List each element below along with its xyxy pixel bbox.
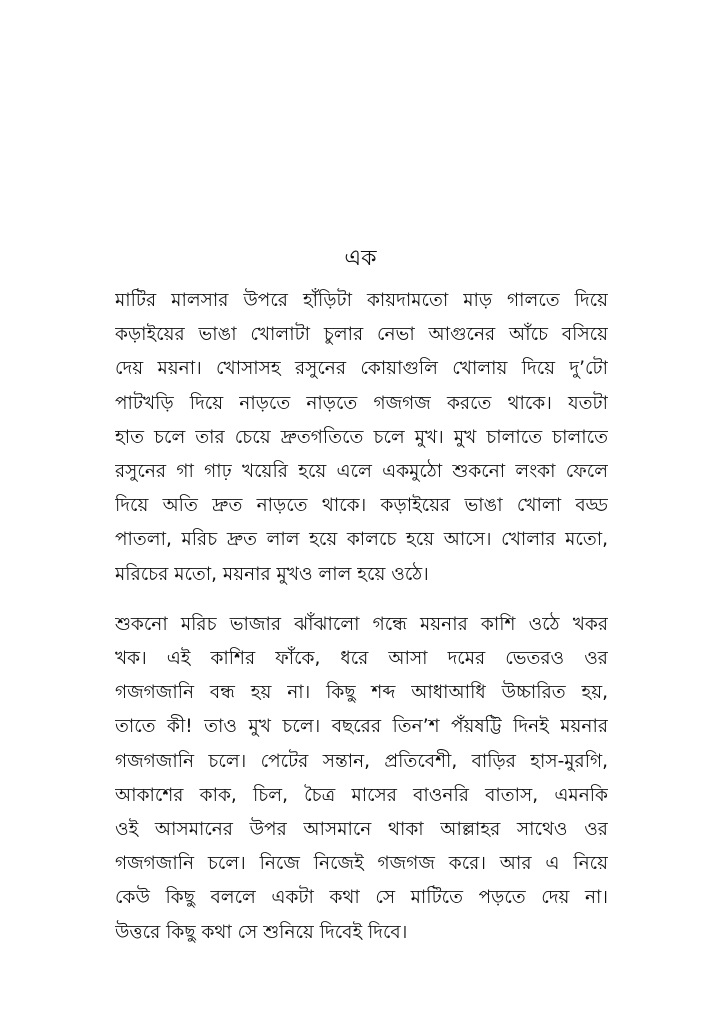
text-line: পাটখড়ি দিয়ে নাড়তে নাড়তে গজগজ করতে থাকে। যতটা — [115, 392, 608, 414]
text-line: উত্তরে কিছু কথা সে শুনিয়ে দিবেই দিবে। — [115, 921, 408, 943]
paragraph-1 — [115, 284, 608, 592]
text-line: রসুনের গা গাঢ় খয়েরি হয়ে এলে একমুঠো শুকনো লংকা ফেলে — [115, 461, 608, 483]
text-line: গজগজানি চলে। নিজে নিজেই গজগজ করে। আর এ নিয়ে — [115, 853, 608, 875]
text-line: হাত চলে তার চেয়ে দ্রুতগতিতে চলে মুখ। মুখ চালাতে চালাতে — [115, 426, 608, 448]
paragraph-2 — [115, 608, 608, 950]
chapter-title: এক — [344, 246, 377, 271]
text-line: কড়াইয়ের ভাঙা খোলাটা চুলার নেভা আগুনের আঁচে বসিয়ে — [115, 324, 608, 346]
text-line: তাতে কী! তাও মুখ চলে। বছরের তিন’শ পঁয়ষট্টি দিনই ময়নার — [115, 716, 608, 738]
paragraph-gap — [115, 592, 608, 608]
text-line: পাতলা, মরিচ দ্রুত লাল হয়ে কালচে হয়ে আসে। খোলার মতো, — [115, 529, 608, 551]
text-line: মাটির মালসার উপরে হাঁড়িটা কায়দামতো মাড় গালতে দিয়ে — [115, 290, 608, 311]
text-line: শুকনো মরিচ ভাজার ঝাঁঝালো গন্ধে ময়নার কাশি ওঠে খকর — [115, 613, 608, 635]
text-line: দিয়ে অতি দ্রুত নাড়তে থাকে। কড়াইয়ের ভাঙা খোলা বড্ড — [115, 495, 608, 517]
text-line: আকাশের কাক, চিল, চৈত্র মাসের বাওনরি বাতাস, এমনকি — [115, 784, 608, 806]
body-text — [115, 284, 608, 950]
text-line: গজগজানি চলে। পেটের সন্তান, প্রতিবেশী, বাড়ির হাস-মুরগি, — [115, 750, 608, 772]
text-line: দেয় ময়না। খোসাসহ রসুনের কোয়াগুলি খোলায় দিয়ে দু’টো — [115, 358, 608, 380]
text-line: গজগজানি বন্ধ হয় না। কিছু শব্দ আধাআধি উচ্চারিত হয়, — [115, 682, 608, 704]
text-line: খক। এই কাশির ফাঁকে, ধরে আসা দমের ভেতরও ওর — [115, 648, 608, 670]
text-line: ওই আসমানের উপর আসমানে থাকা আল্লাহর সাথেও ওর — [115, 819, 608, 841]
text-line: কেউ কিছু বললে একটা কথা সে মাটিতে পড়তে দেয় না। — [115, 887, 608, 909]
text-line: মরিচের মতো, ময়নার মুখও লাল হয়ে ওঠে। — [115, 563, 429, 585]
